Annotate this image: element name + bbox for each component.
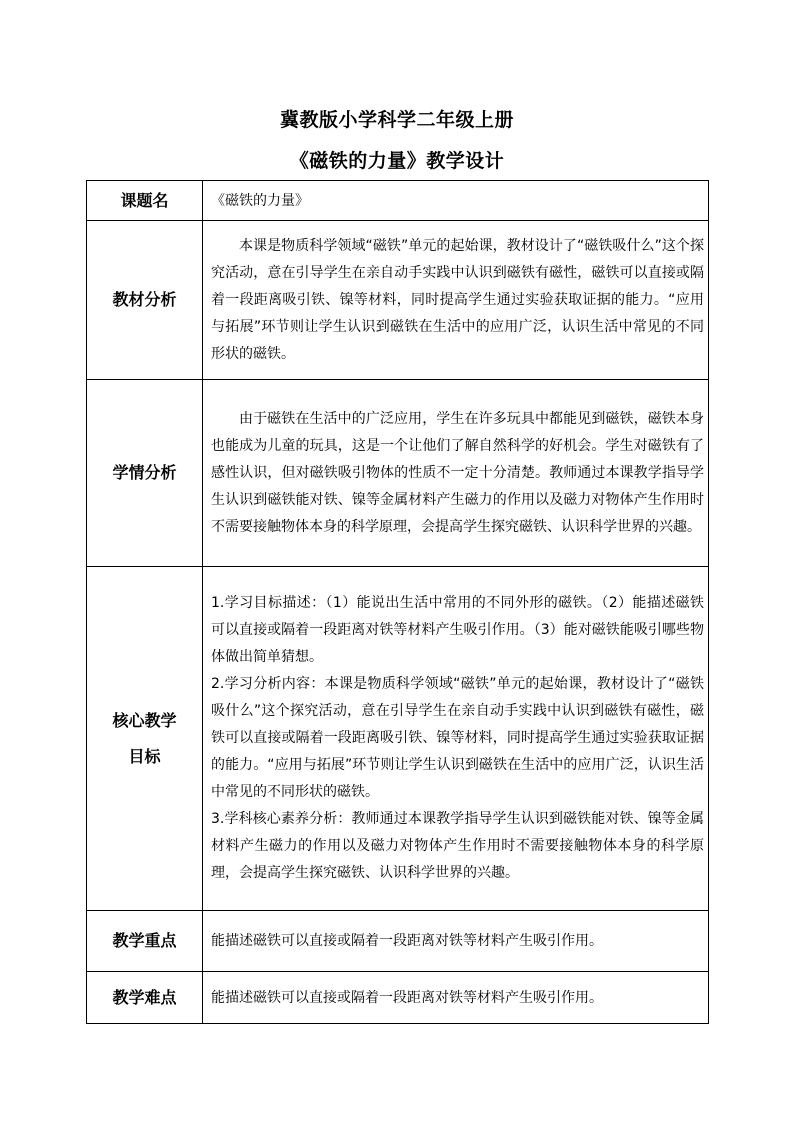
row-label-line1: 核心教学 [112, 710, 177, 730]
row-label: 教学重点 [87, 911, 203, 972]
row-content [203, 567, 709, 911]
topic-text: 《磁铁的力量》 [211, 192, 309, 209]
row-content [203, 911, 709, 972]
row-content [203, 221, 709, 380]
table-row-key-points [87, 911, 709, 972]
paragraph: 能描述磁铁可以直接或隔着一段距离对铁等材料产生吸引作用。 [211, 933, 603, 949]
paragraph: 3.学科核心素养分析：教师通过本课教学指导学生认识到磁铁能对铁、镍等金属材料产生磁力的作用以及磁力对物体产生作用时不需要接触物体本身的科学原理，会提高学生探究磁铁、认识科学世界的兴趣。 [211, 811, 704, 881]
row-label: 教材分析 [87, 221, 203, 380]
paragraph: 能描述磁铁可以直接或隔着一段距离对铁等材料产生吸引作用。 [211, 989, 603, 1006]
row-content [203, 380, 709, 567]
document-title: 冀教版小学科学二年级上册 [279, 109, 514, 131]
table-row-core-objectives [87, 567, 709, 911]
document-subtitle: 《磁铁的力量》教学设计 [289, 150, 505, 172]
row-label: 课题名 [87, 181, 203, 221]
paragraph: 2.学习分析内容：本课是物质科学领域“磁铁”单元的起始课，教材设计了“磁铁吸什么”这个探究活动，意在引导学生在亲自动手实践中认识到磁铁有磁性，磁铁可以直接或隔着一段距离吸引铁、镍等材料，同时提高学生通过实验获取证据的能力。“应用与拓展”环节则让学生认识到磁铁在生活中的应用广泛，认识生活中常见的不同形状的磁铁。 [211, 676, 704, 800]
table-row-topic [87, 181, 709, 221]
row-label [87, 567, 203, 911]
row-content [203, 181, 709, 221]
table-row-difficult-points [87, 972, 709, 1024]
row-label-line2: 目标 [128, 746, 161, 766]
row-content [203, 972, 709, 1024]
row-label: 学情分析 [87, 380, 203, 567]
table-row-textbook-analysis [87, 221, 709, 380]
paragraph: 由于磁铁在生活中的广泛应用，学生在许多玩具中都能见到磁铁，磁铁本身也能成为儿童的玩具，这是一个让他们了解自然科学的好机会。学生对磁铁有了感性认识，但对磁铁吸引物体的性质不一定十分清楚。教师通过本课教学指导学生认识到磁铁能对铁、镍等金属材料产生磁力的作用以及磁力对物体产生作用时不需要接触物体本身的科学原理，会提高学生探究磁铁、认识科学世界的兴趣。 [211, 410, 704, 535]
lesson-design-table [86, 180, 709, 1024]
row-label: 教学难点 [87, 972, 203, 1024]
paragraph: 1.学习目标描述：（1）能说出生活中常用的不同外形的磁铁。（2）能描述磁铁可以直接或隔着一段距离对铁等材料产生吸引作用。（3）能对磁铁能吸引哪些物体做出简单猜想。 [211, 595, 704, 665]
paragraph: 本课是物质科学领域“磁铁”单元的起始课，教材设计了“磁铁吸什么”这个探究活动，意在引导学生在亲自动手实践中认识到磁铁有磁性，磁铁可以直接或隔着一段距离吸引铁、镍等材料，同时提高学生通过实验获取证据的能力。“应用与拓展”环节则让学生认识到磁铁在生活中的应用广泛，认识生活中常见的不同形状的磁铁。 [211, 237, 704, 362]
table-row-student-analysis [87, 380, 709, 567]
